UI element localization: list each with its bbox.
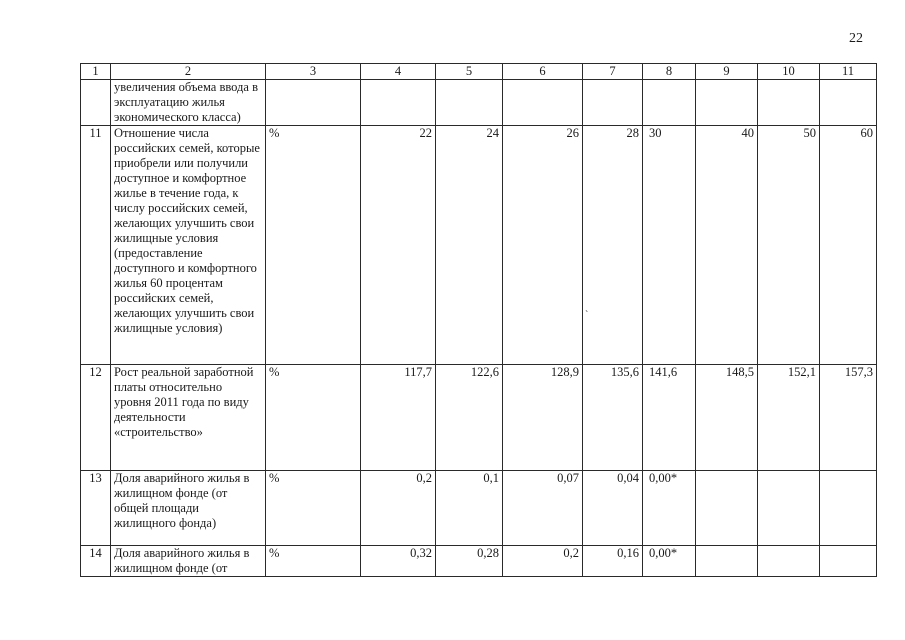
value-cell: 117,7 [361, 365, 436, 471]
value-cell: 152,1 [758, 365, 820, 471]
unit-cell: % [266, 546, 361, 577]
column-header: 2 [111, 64, 266, 80]
value-cell [758, 546, 820, 577]
value-cell: 50 [758, 126, 820, 365]
table-row [81, 126, 877, 365]
value-cell: 0,07 [503, 471, 583, 546]
value-cell [696, 546, 758, 577]
row-number [81, 80, 111, 126]
indicator-name: Отношение числа российских семей, которые приобрели или получили доступное и комфортное жилье в течение года, к числу российских семей, желающих улучшить свои жилищные условия (предоставление доступного и комфортного жилья 60 процентам российских семей, желающих улучшить свои жилищные условия) [111, 126, 266, 365]
table-row [81, 471, 877, 546]
column-header: 5 [436, 64, 503, 80]
value-cell [820, 546, 877, 577]
row-number: 11 [81, 126, 111, 365]
value-cell: 26 [503, 126, 583, 365]
value-cell: 0,1 [436, 471, 503, 546]
value-cell: 0,00* [643, 471, 696, 546]
column-header: 9 [696, 64, 758, 80]
value-cell [503, 80, 583, 126]
value-cell: 0,32 [361, 546, 436, 577]
row-number: 14 [81, 546, 111, 577]
column-header: 6 [503, 64, 583, 80]
value-cell: 30 [643, 126, 696, 365]
value-cell: 148,5 [696, 365, 758, 471]
row-number: 12 [81, 365, 111, 471]
unit-cell: % [266, 365, 361, 471]
value-cell [758, 471, 820, 546]
value-cell: 60 [820, 126, 877, 365]
value-cell: 0,00* [643, 546, 696, 577]
value-cell [361, 80, 436, 126]
value-cell: 28 [583, 126, 643, 365]
indicator-name: Доля аварийного жилья в жилищном фонде (от общей площади жилищного фонда) [111, 471, 266, 546]
value-cell [820, 471, 877, 546]
value-cell [436, 80, 503, 126]
column-header: 4 [361, 64, 436, 80]
indicator-name: увеличения объема ввода в эксплуатацию жилья экономического класса) [111, 80, 266, 126]
value-cell: 0,16 [583, 546, 643, 577]
column-header: 7 [583, 64, 643, 80]
value-cell [696, 80, 758, 126]
column-header: 8 [643, 64, 696, 80]
table-row [81, 80, 877, 126]
value-cell: 141,6 [643, 365, 696, 471]
column-header: 3 [266, 64, 361, 80]
value-cell: 0,04 [583, 471, 643, 546]
value-cell: 0,28 [436, 546, 503, 577]
indicators-table [80, 63, 877, 577]
value-cell: 135,6 [583, 365, 643, 471]
value-cell [696, 471, 758, 546]
column-header: 10 [758, 64, 820, 80]
value-cell: 0,2 [361, 471, 436, 546]
row-number: 13 [81, 471, 111, 546]
column-header: 1 [81, 64, 111, 80]
indicator-name: Рост реальной заработной платы относительно уровня 2011 года по виду деятельности «строительство» [111, 365, 266, 471]
value-cell [643, 80, 696, 126]
value-cell: 0,2 [503, 546, 583, 577]
stray-mark: ` [585, 310, 589, 321]
unit-cell: % [266, 126, 361, 365]
header-row [81, 64, 877, 80]
indicator-name: Доля аварийного жилья в жилищном фонде (от [111, 546, 266, 577]
unit-cell: % [266, 471, 361, 546]
unit-cell [266, 80, 361, 126]
value-cell: 122,6 [436, 365, 503, 471]
table-row [81, 546, 877, 577]
value-cell [820, 80, 877, 126]
value-cell: 128,9 [503, 365, 583, 471]
value-cell [583, 80, 643, 126]
table-row [81, 365, 877, 471]
value-cell: 22 [361, 126, 436, 365]
column-header: 11 [820, 64, 877, 80]
page-number: 22 [849, 31, 863, 46]
value-cell: 40 [696, 126, 758, 365]
value-cell: 157,3 [820, 365, 877, 471]
value-cell: 24 [436, 126, 503, 365]
value-cell [758, 80, 820, 126]
